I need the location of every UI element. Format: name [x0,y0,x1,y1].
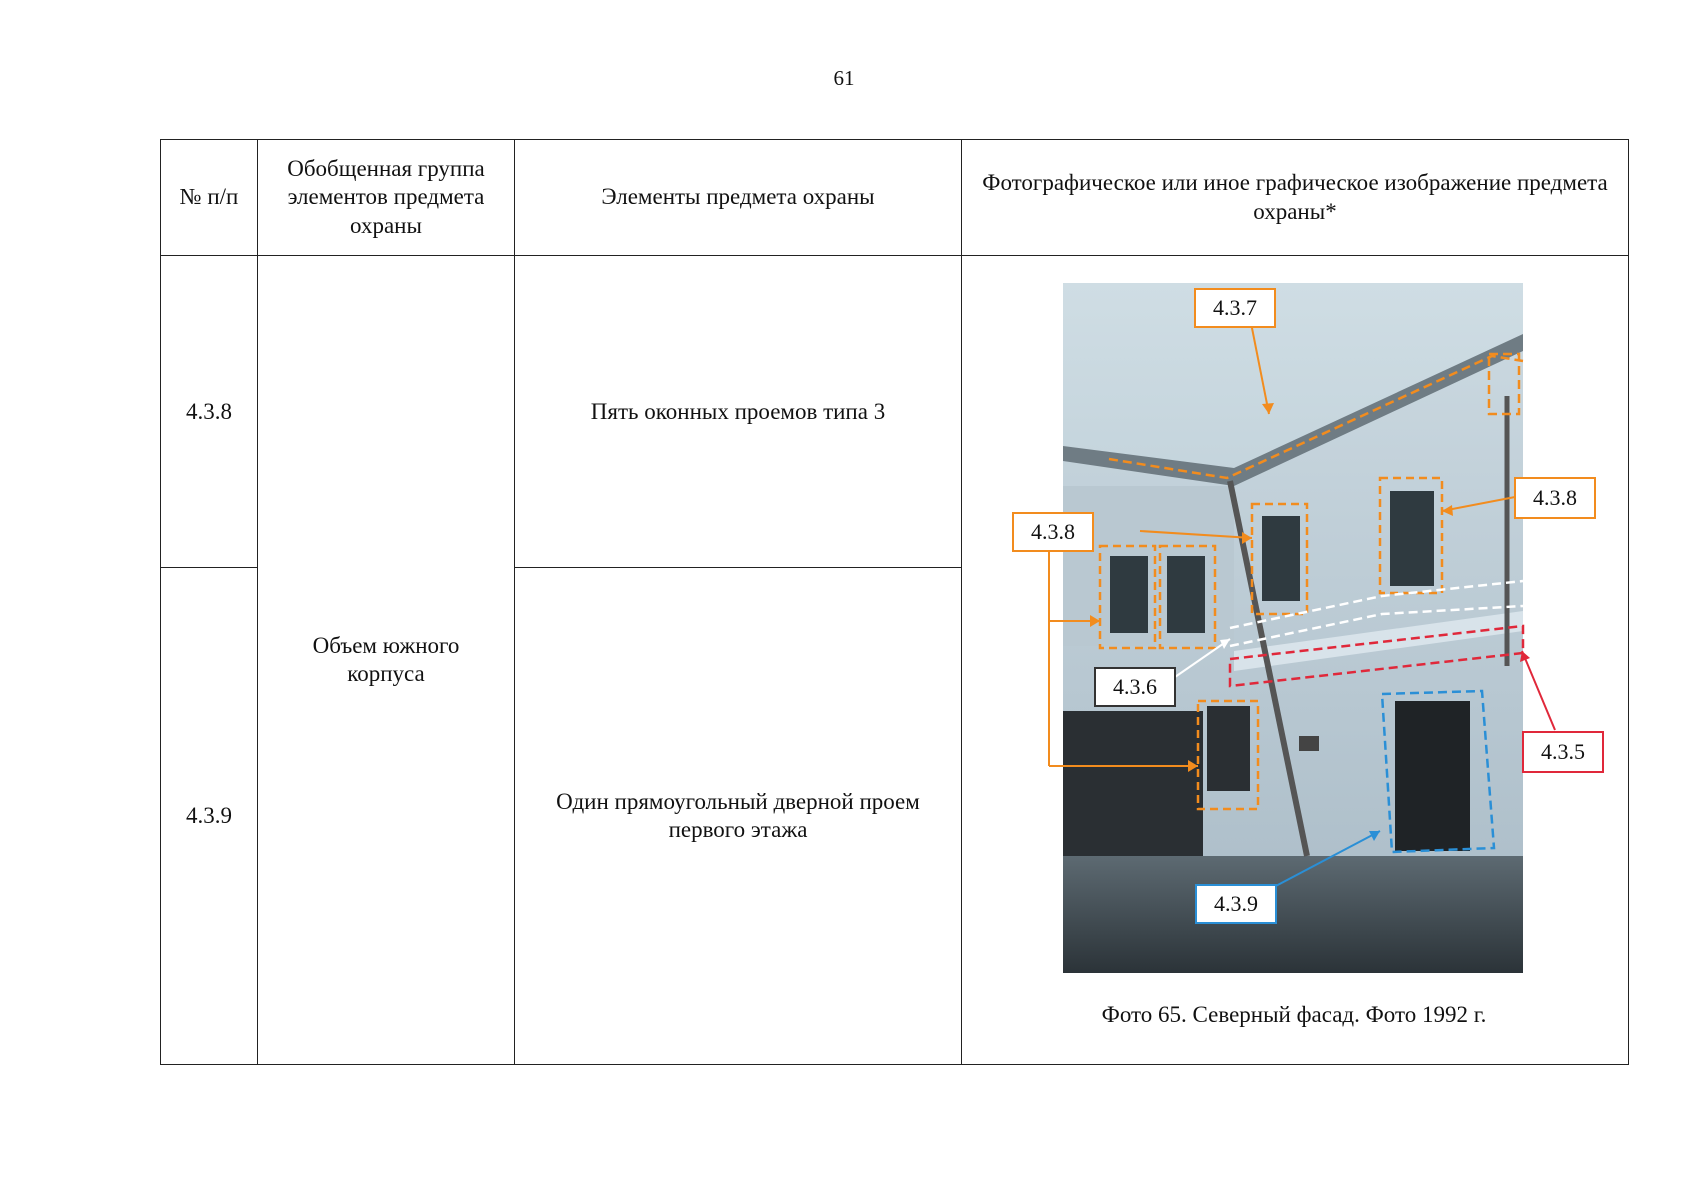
callout-4-3-7: 4.3.7 [1194,288,1276,328]
row-num: 4.3.9 [161,568,258,1065]
callout-4-3-9: 4.3.9 [1195,884,1277,924]
callout-4-3-8-left: 4.3.8 [1012,512,1094,552]
row-element: Пять оконных проемов типа 3 [515,256,962,568]
group-cell: Объем южного корпуса [258,256,515,1065]
page-number: 61 [833,66,855,90]
facade-photo [962,256,1626,1064]
header-elements: Элементы предмета охраны [515,140,962,256]
table-row [161,256,1629,568]
callout-4-3-6: 4.3.6 [1094,667,1176,707]
protection-table [160,139,1629,1065]
photo-figure [962,256,1626,1064]
row-num: 4.3.8 [161,256,258,568]
photo-caption: Фото 65. Северный фасад. Фото 1992 г. [1101,1002,1487,1027]
callout-4-3-5: 4.3.5 [1522,731,1604,773]
header-image: Фотографическое или иное графическое изображение предмета охраны* [962,140,1629,256]
photo-cell [962,256,1629,1065]
header-num: № п/п [161,140,258,256]
row-element: Один прямоугольный дверной проем первого этажа [515,568,962,1065]
callout-4-3-8-right: 4.3.8 [1514,477,1596,519]
header-group: Обобщенная группа элементов предмета охраны [258,140,515,256]
header-row [161,140,1629,256]
